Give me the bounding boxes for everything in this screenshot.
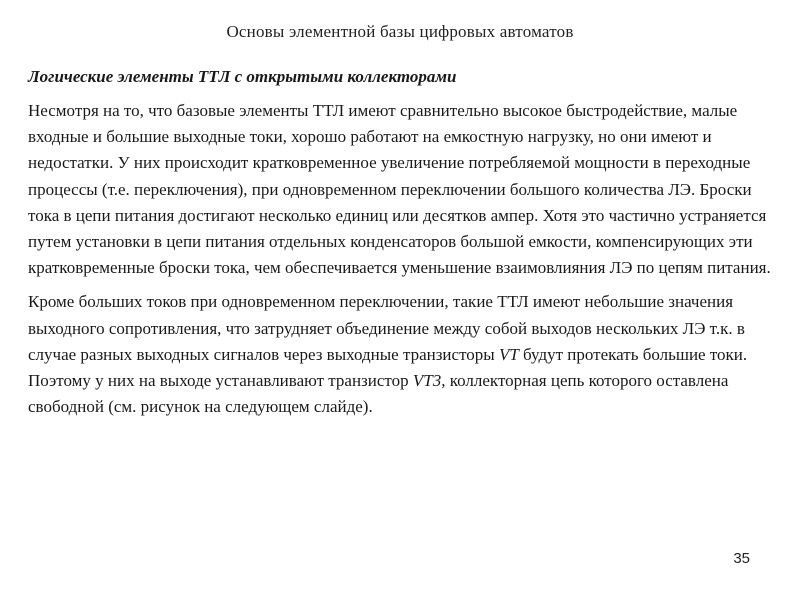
section-subtitle: Логические элементы ТТЛ с открытыми коллекторами: [28, 67, 457, 86]
slide-content: [28, 66, 778, 428]
slide-title: Основы элементной базы цифровых автоматов: [226, 22, 574, 41]
paragraph-1: Несмотря на то, что базовые элементы ТТЛ имеют сравнительно высокое быстродействие, малые входные и большие выходные токи, хорошо работают на емкостную нагрузку, но они имеют и недостатки. У них происходит кратковременное увеличение потребляемой мощности в переходные процессы (т.е. переключения), при одновременном переключении большого количества ЛЭ. Броски тока в цепи питания достигают несколько единиц или десятков ампер. Хотя это частично устраняется путем установки в цепи питания отдельных конденсаторов большой емкости, компенсирующих эти кратковременные броски тока, чем обеспечивается уменьшение взаимовлияния ЛЭ по цепям питания.: [28, 101, 771, 278]
paragraph-2-part-1: Кроме больших токов при одновременном переключении, такие ТТЛ имеют небольшие значения выходного сопротивления, что затрудняет объединение между собой выходов нескольких ЛЭ т.к. в случае разных выходных сигналов через выходные транзисторы: [28, 292, 745, 364]
page-number: 35: [733, 550, 750, 567]
paragraph-2: [28, 289, 778, 420]
vt-term: VT: [498, 344, 519, 364]
paragraph-2-part-2: будут протекать большие токи. Поэтому у них на выходе устанавливают транзистор: [28, 344, 748, 391]
paragraph-2-part-3: коллекторная цепь которого оставлена свободной (см. рисунок на следующем слайде).: [28, 371, 729, 417]
vt3-term: VT3,: [412, 371, 446, 391]
